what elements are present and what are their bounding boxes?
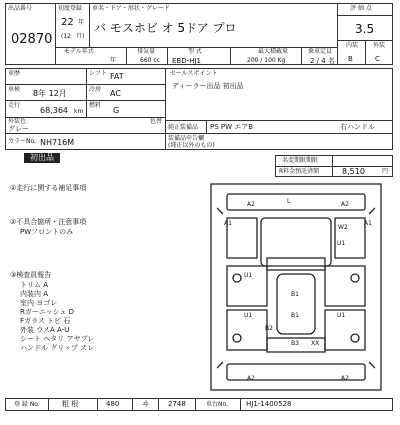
note-running: ①走行に関する補足事項 [10,184,87,192]
insp-label: 車検 [8,86,21,93]
insp-value: 8年 12月 [33,89,67,98]
mark-a2-rear-right: A2 [341,375,349,382]
mark-a2-front-left: A2 [247,201,255,208]
inspector-item: 外装 ウスA A-U [20,326,70,334]
fuel-value: G [113,106,120,115]
disp-value: 660 cc [140,57,160,64]
wheel-rl [233,334,241,342]
mark-b1-b: B1 [291,312,299,319]
name-change-label: 名変期限期限 [282,157,319,164]
score-label: 評 価 点 [350,5,372,12]
type-label: 型 式 [188,48,202,55]
year-label: 初度登録 [58,5,83,12]
windshield [267,258,325,270]
mark-u1-c: U1 [244,312,253,319]
equip-label: 純正装備品 [168,124,199,131]
month-value: (12 [61,33,71,40]
mark-l-front: L [287,198,291,205]
inspector-item: トリム A [20,281,49,289]
fuel-label: 燃料 [89,102,102,109]
spec-label: 装備品申告欄 [168,135,205,142]
shift-label: シフト [89,70,108,77]
mileage-label: 走行 [8,102,21,109]
reg-num2: 2748 [168,400,186,408]
cap-label: 乗車定員 [308,48,333,55]
recycle-unit: 円 [382,168,389,175]
mark-a2-front-right: A2 [341,201,349,208]
score-value: 3.5 [355,22,375,36]
inspector-item: Rガーニッシュ D [20,308,75,316]
reg-label: 登 録 No. [14,401,40,408]
frame-value: HJ1-1400528 [246,400,292,408]
mark-a2-rear-left: A2 [247,375,255,382]
mark-a1-right: A1 [364,220,372,227]
mark-w2: W2 [338,224,348,231]
diagram-frame [211,184,381,390]
ext-color-label: 外装色 [8,118,27,125]
wheel-fr [351,274,359,282]
chassis-label: 色替 [150,118,163,125]
note-defects: ②不具合箇所・注意事項 [10,218,87,226]
color-no-label: カラーNo. [8,138,36,145]
year-unit: 年 [78,19,85,26]
car-name: バ モスホビ オ 5ドア プロ [94,21,237,35]
name-label: 車名・ドア・形状・グレード [92,5,170,12]
first-entry-badge: 初出品 [24,153,60,163]
mark-b3: B3 [291,340,299,347]
inspector-item: ハンドル グリップ スレ [20,344,95,352]
recycle-label: R料金預託済額 [279,168,320,175]
year-value: 22 [61,17,74,28]
load-value: 200 / 100 Kg [247,57,286,64]
recycle-value: 8,510 [342,167,365,176]
reg-hira: ヰ [142,400,149,408]
inspector-item: Fガラス トビ 石 [20,317,71,325]
model-label: モデル年式 [64,48,94,55]
disp-label: 排気量 [137,48,156,55]
mark-u1-a: U1 [244,272,253,279]
month-unit: 月) [76,33,85,40]
frame-label: 車台No. [206,401,228,408]
mileage-unit: km [74,108,84,115]
spec-sub: (純正以外のもの) [168,142,215,149]
inspector-item: 室内 ヨゴレ [20,299,58,307]
mark-b2: B2 [265,325,273,332]
lot-number: 02870 [11,32,53,47]
ext-color-value: グレー [8,125,29,133]
interior-value: B [348,55,353,63]
type-value: EBD-HJ1 [172,57,201,65]
mileage-value: 68,364 [40,106,68,115]
hood [261,218,331,266]
wheel-fl [233,274,241,282]
equip-value: PS PW エアB [210,123,254,131]
cap-value: 2 / 4 名 [310,57,335,65]
mark-xx: XX [311,340,320,347]
load-label: 最大積載量 [258,48,289,55]
selling-label: セールスポイント [170,70,218,77]
exterior-label: 外装 [373,42,386,49]
mark-b1-a: B1 [291,291,299,298]
roof [277,274,315,334]
handle-value: 右ハンドル [340,123,375,131]
note-inspector: ③検査員報告 [10,271,52,279]
note-defect-detail: PWフロントのみ [20,228,74,236]
inspector-items [20,281,94,353]
reg-value: 粗 根 [62,400,79,408]
inspector-item: シート ヘタリ アヤブレ [20,335,95,343]
ac-label: 冷房 [89,86,102,93]
color-no-value: NH716M [40,138,75,147]
mark-u1-b: U1 [337,240,346,247]
wheel-rr [351,334,359,342]
car-diagram [205,178,387,396]
ac-value: AC [110,89,121,98]
history-label: 車歴 [8,70,21,77]
exterior-value: C [375,55,380,63]
model-value: 年 [110,57,117,64]
shift-value: FAT [110,72,124,81]
lot-label: 出品番号 [8,5,33,12]
reg-num1: 480 [106,400,120,408]
selling-value: ディーラー出品 初出品 [172,82,244,90]
inspector-item: 内装内 A [20,290,49,298]
interior-label: 内装 [346,42,359,49]
mark-u1-d: U1 [337,312,346,319]
mark-a1-left: A1 [224,220,232,227]
